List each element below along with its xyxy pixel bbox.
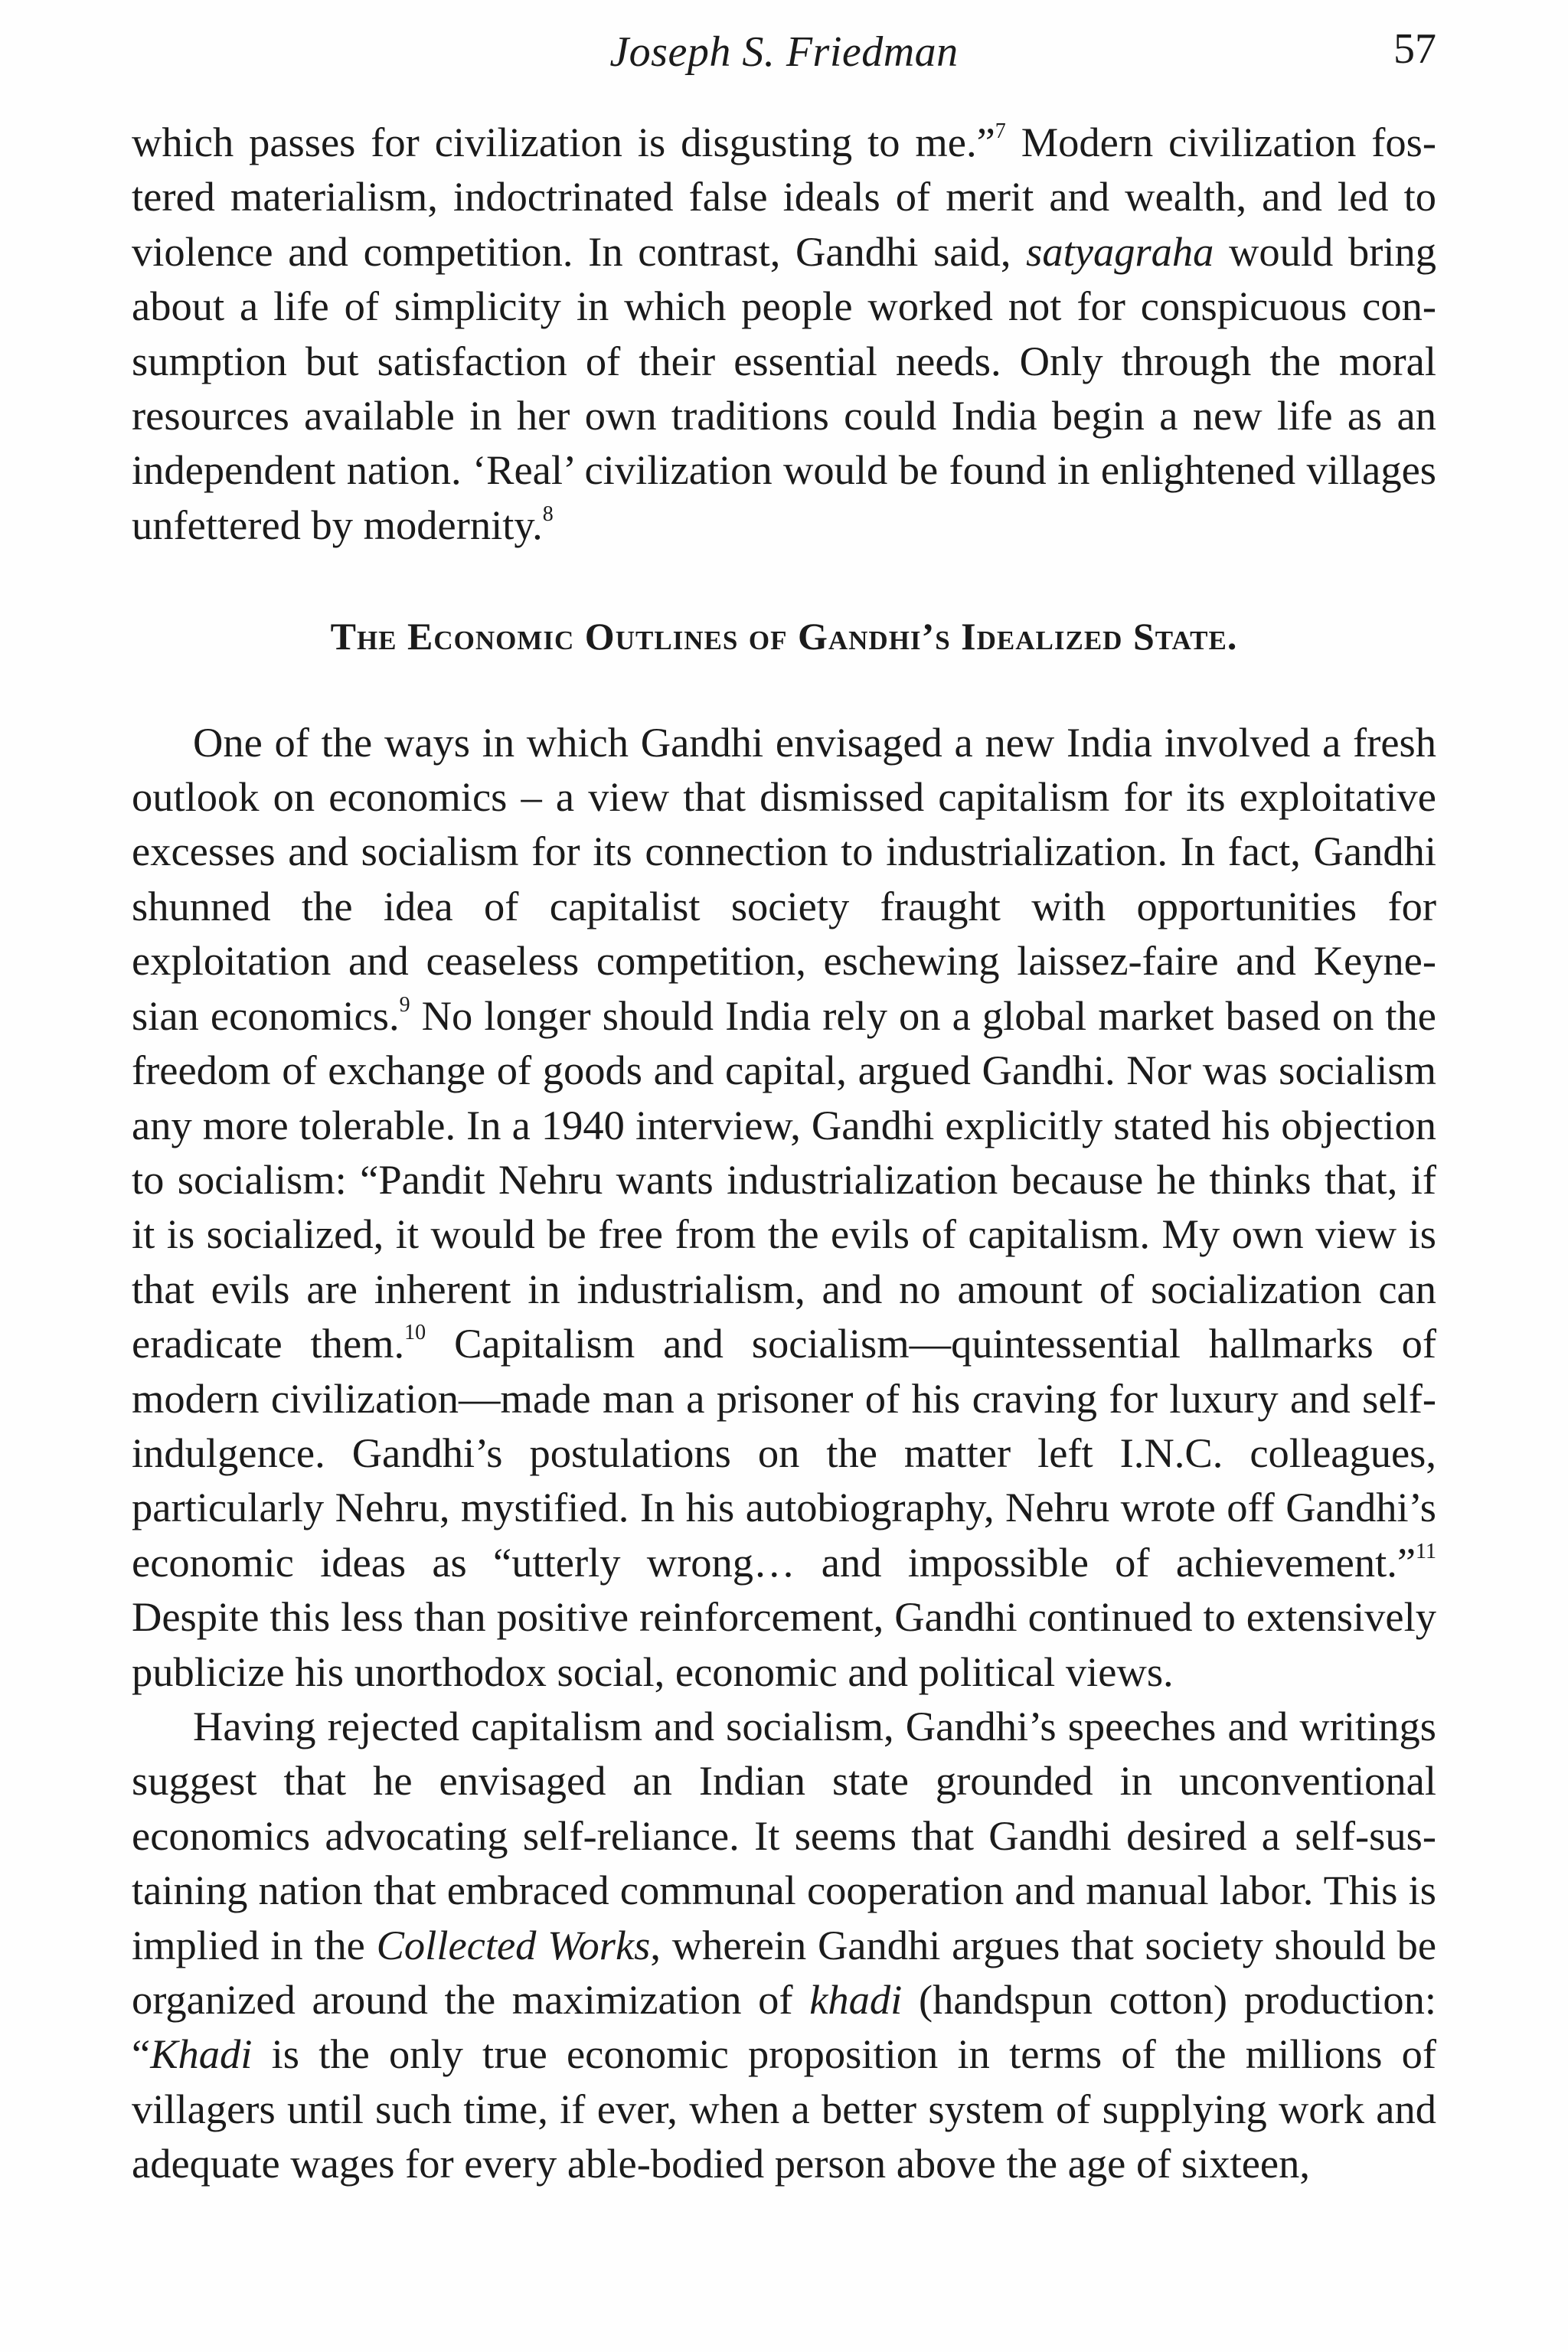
paragraph-2-text-2: No longer should India rely on a global market based on the freedom of exchange of goods and capital, argued Gandhi. Nor was socialism any more tolerable. In a 1940 interview, Gandhi explicitly stated his objection to socialism: “Pandit Nehru wants industrialization because he thinks that, if it is socialized, it would be free from the evils of capitalism. My own view is that evils are inherent in industrialism, and no amount of socialization can eradicate them. (132, 991, 1436, 1367)
footnote-ref-7: 7 (995, 119, 1006, 143)
footnote-ref-9: 9 (399, 992, 410, 1017)
section-heading: The Economic Outlines of Gandhi’s Idealized State. (330, 615, 1238, 658)
footnote-ref-10: 10 (404, 1321, 426, 1345)
paragraph-3-text-2: , wherein Gandhi argues that society should be organized around the maximization of (132, 1921, 1437, 2023)
term-khadi-quoted: Khadi (150, 2030, 253, 2078)
paragraph-3-text-4: is the only true economic proposition in terms of the millions of villagers until such time, if ever, when a better system of supplying work and adequate wages for every able-bodied person above the age of sixteen, (132, 2030, 1436, 2187)
paragraph-1-text-2: Modern civilization fostered materialism, indoctrinated false ideals of merit and wealth, and led to violence and competition. In contrast, Gandhi said, (132, 119, 1436, 275)
paragraph-3 (132, 1699, 1436, 2191)
page-number: 57 (1393, 25, 1436, 73)
paragraph-2-text-1: One of the ways in which Gandhi envisaged a new India involved a fresh outlook on economics – a view that dismissed capitalism for its exploitative excesses and socialism for its connection to industrialization. In fact, Gandhi shunned the idea of capitalist society fraught with opportunities for exploitation and ceaseless competition, eschewing laissez-faire and Keynesian economics. (132, 718, 1436, 1039)
paragraph-3-text-3: (handspun cotton) production: “ (132, 1976, 1437, 2078)
running-header (0, 21, 1568, 83)
paragraph-2 (132, 715, 1436, 1699)
paragraph-2-text-4: Despite this less than positive reinforcement, Gandhi continued to extensively publicize his unorthodox social, economic and political views. (132, 1593, 1436, 1695)
paragraph-2-text-3: Capitalism and socialism—quintessential hallmarks of modern civilization—made man a prisoner of his craving for luxury and self-indulgence. Gandhi’s postulations on the matter left I.N.C. colleagues, particularly Nehru, mystified. In his autobiography, Nehru wrote off Gandhi’s economic ideas as “utterly wrong… and impossible of achievement.” (132, 1320, 1436, 1586)
paragraph-3-text-1: Having rejected capitalism and socialism, Gandhi’s speeches and writings suggest that he envisaged an Indian state grounded in unconventional economics advocating self-reliance. It seems that Gandhi desired a self-sustaining nation that embraced communal cooperation and manual labor. This is implied in the (132, 1702, 1436, 1968)
footnote-ref-11: 11 (1416, 1539, 1436, 1563)
body-text (132, 115, 1436, 2191)
paragraph-1 (132, 115, 1436, 552)
term-satyagraha: satyagraha (1026, 227, 1214, 275)
running-title-author: Joseph S. Friedman (609, 28, 959, 76)
footnote-ref-8: 8 (542, 501, 554, 526)
paragraph-1-text-1: which passes for civilization is disgusting to me.” (132, 119, 995, 165)
paragraph-1-text-3: would bring about a life of simplicity in which people worked not for conspicuous consumption but satisfaction of their essential needs. Only through the moral resources available in her own traditions could India begin a new life as an independent nation. ‘Real’ civilization would be found in enlightened villages unfettered by modernity. (132, 227, 1436, 548)
title-collected-works: Collected Works (376, 1921, 651, 1968)
term-khadi: khadi (809, 1976, 903, 2023)
